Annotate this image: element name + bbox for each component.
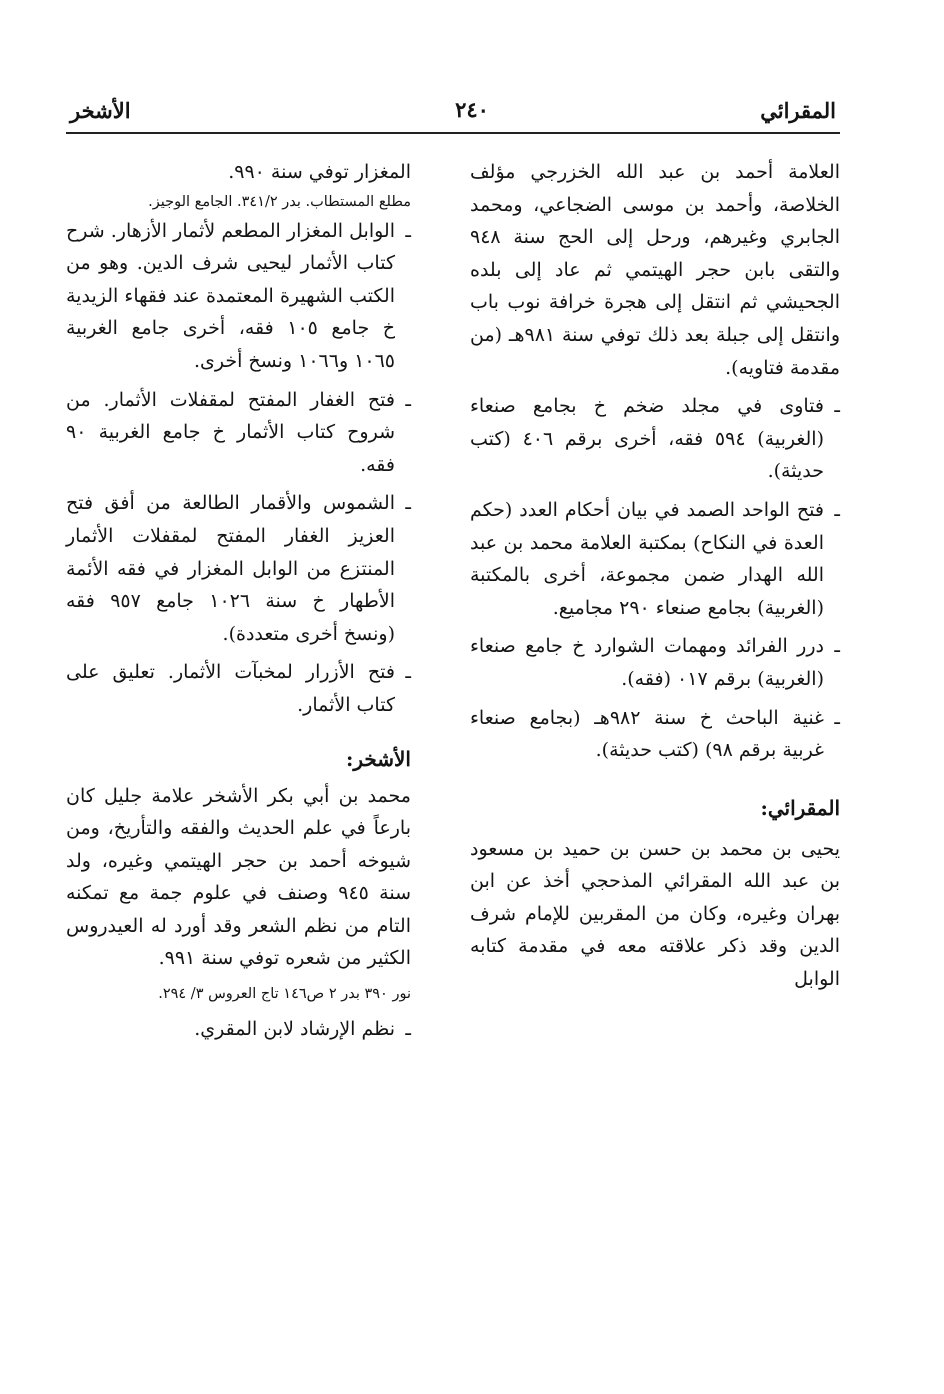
running-header-right: المقرائي <box>760 98 836 123</box>
work-item: ـ الشموس والأقمار الطالعة من أفق فتح العزيز الغفار المفتح لمقفلات الأثمار المنتزع من الوابل المغزار في فقه الأئمة الأطهار خ سنة ١٠٢٦ جامع ٩٥٧ فقه (ونسخ أخرى متعددة). <box>66 487 411 650</box>
entry-continuation: العلامة أحمد بن عبد الله الخزرجي مؤلف الخلاصة، وأحمد بن موسى الضجاعي، ومحمد الجابري وغيرهم، ورحل إلى الحج سنة ٩٤٨ والتقى بابن حجر الهيتمي ثم عاد إلى بلده الجحيشي ثم انتقل إلى هجرة خرافة نوب باب وانتقل إلى جبلة بعد ذلك توفي سنة ٩٨١هـ (من مقدمة فتاويه). <box>470 161 840 379</box>
source-note: مطلع المستطاب. بدر ٣٤١/٢. الجامع الوجيز. <box>148 193 411 210</box>
running-header-left: الأشخر <box>70 98 131 123</box>
page-number: ٢٤٠ <box>455 97 489 122</box>
work-item: ـ الوابل المغزار المطعم لأثمار الأزهار. شرح كتاب الأثمار ليحيى شرف الدين. وهو من الكتب الشهيرة المعتمدة عند فقهاء الزيدية خ جامع ١٠٥ فقه، أخرى جامع الغربية ١٠٦٥ و١٠٦٦ ونسخ أخرى. <box>66 215 411 378</box>
entry-body: محمد بن أبي بكر الأشخر علامة جليل كان بارعاً في علم الحديث والفقه والتأريخ، ومن شيوخه أحمد بن حجر الهيتمي وغيره، ولد سنة ٩٤٥ وصنف في علوم جمة مع تمكنه التام من نظم الشعر وقد أورد له العيدروس الكثير من شعره توفي سنة ٩٩١. <box>66 784 411 970</box>
left-column <box>66 156 411 1046</box>
work-item: ـ فتح الغفار المفتح لمقفلات الأثمار. من شروح كتاب الأثمار خ جامع الغربية ٩٠ فقه. <box>66 384 411 482</box>
right-column <box>470 156 840 996</box>
work-item: ـ غنية الباحث خ سنة ٩٨٢هـ (بجامع صنعاء غربية برقم ٩٨) (كتب حديثة). <box>470 702 840 767</box>
work-item: ـ نظم الإرشاد لابن المقري. <box>66 1013 411 1046</box>
entry-body: يحيى بن محمد بن حسن بن حميد بن مسعود بن عبد الله المقرائي المذحجي أخذ عن ابن بهران وغيره، وكان من المقربين للإمام شرف الدين وقد ذكر علاقته معه في مقدمة كتابه الوابل <box>470 837 840 991</box>
entry-heading: الأشخر: <box>345 746 411 771</box>
entry-continuation: المغزار توفي سنة ٩٩٠. <box>228 161 411 183</box>
entry-heading: المقرائي: <box>760 795 840 820</box>
work-item: ـ فتح الواحد الصمد في بيان أحكام العدد (حكم العدة في النكاح) بمكتبة العلامة محمد بن عبد الله الهدار ضمن مجموعة، أخرى بالمكتبة (الغربية) بجامع صنعاء ٢٩٠ مجاميع. <box>470 494 840 624</box>
source-note: نور ٣٩٠ بدر ٢ ص١٤٦ تاج العروس ٣/ ٢٩٤. <box>158 986 411 1003</box>
work-item: ـ فتاوى في مجلد ضخم خ بجامع صنعاء (الغربية) ٥٩٤ فقه، أخرى برقم ٤٠٦ (كتب حديثة). <box>470 390 840 488</box>
work-item: ـ فتح الأزرار لمخبآت الأثمار. تعليق على كتاب الأثمار. <box>66 656 411 721</box>
work-item: ـ درر الفرائد ومهمات الشوارد خ جامع صنعاء (الغربية) برقم ٠١٧ (فقه). <box>470 630 840 695</box>
header-rule <box>66 132 840 134</box>
